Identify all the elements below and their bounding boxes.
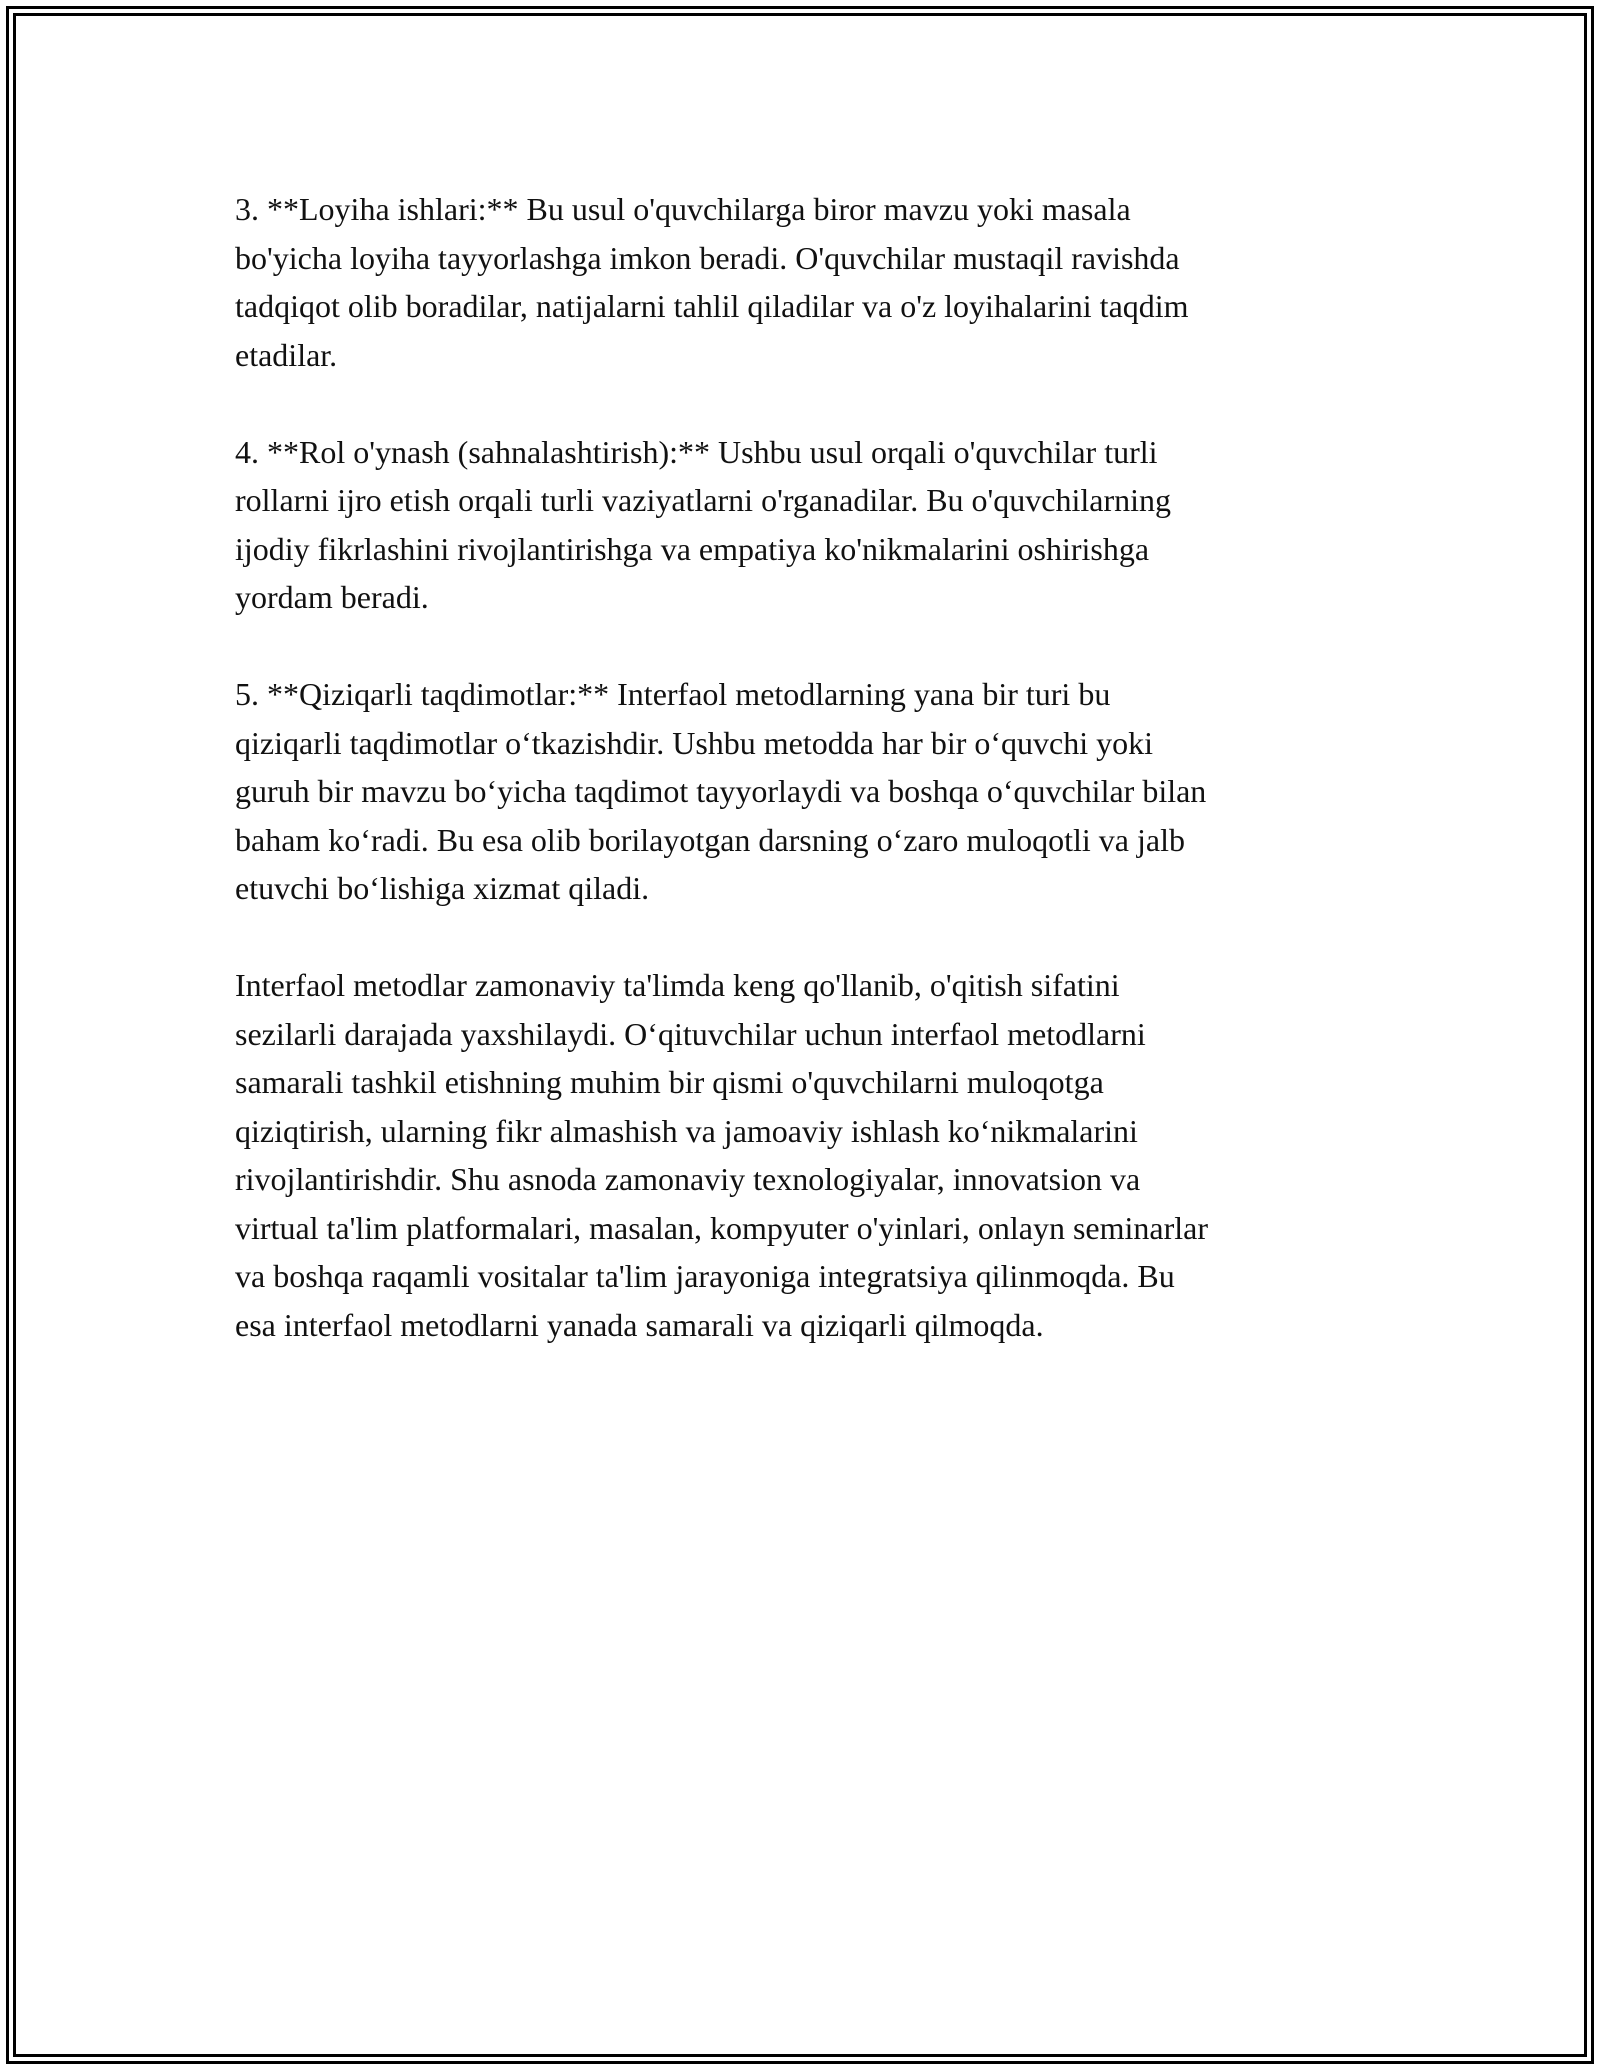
document-body (235, 185, 1365, 1398)
paragraph-qiziqarli-taqdimotlar: 5. **Qiziqarli taqdimotlar:** Interfaol metodlarning yana bir turi bu qiziqarli taqdimotlar o‘tkazishdir. Ushbu metodda har bir o‘quvchi yoki guruh bir mavzu bo‘yicha taqdimot tayyorlaydi va boshqa o‘quvchilar bilan baham ko‘radi. Bu esa olib borilayotgan darsning o‘zaro muloqotli va jalb etuvchi bo‘lishiga xizmat qiladi. (235, 676, 1207, 906)
paragraph-rol-oynash: 4. **Rol o'ynash (sahnalashtirish):** Ushbu usul orqali o'quvchilar turli rollarni ijro etish orqali turli vaziyatlarni o'rganadilar. Bu o'quvchilarning ijodiy fikrlashini rivojlantirishga va empatiya ko'nikmalarini oshirishga yordam beradi. (235, 433, 1172, 615)
paragraph-loyiha-ishlari: 3. **Loyiha ishlari:** Bu usul o'quvchilarga biror mavzu yoki masala bo'yicha loyiha tayyorlashga imkon beradi. O'quvchilar mustaqil ravishda tadqiqot olib boradilar, natijalarni tahlil qiladilar va o'z loyihalarini taqdim etadilar. (235, 191, 1189, 373)
paragraph-conclusion: Interfaol metodlar zamonaviy ta'limda keng qo'llanib, o'qitish sifatini sezilarli darajada yaxshilaydi. O‘qituvchilar uchun interfaol metodlarni samarali tashkil etishning muhim bir qismi o'quvchilarni muloqotga qiziqtirish, ularning fikr almashish va jamoaviy ishlash ko‘nikmalarini rivojlantirishdir. Shu asnoda zamonaviy texnologiyalar, innovatsion va virtual ta'lim platformalari, masalan, kompyuter o'yinlari, onlayn seminarlar va boshqa raqamli vositalar ta'lim jarayoniga integratsiya qilinmoqda. Bu esa interfaol metodlarni yanada samarali va qiziqarli qilmoqda. (235, 967, 1209, 1343)
